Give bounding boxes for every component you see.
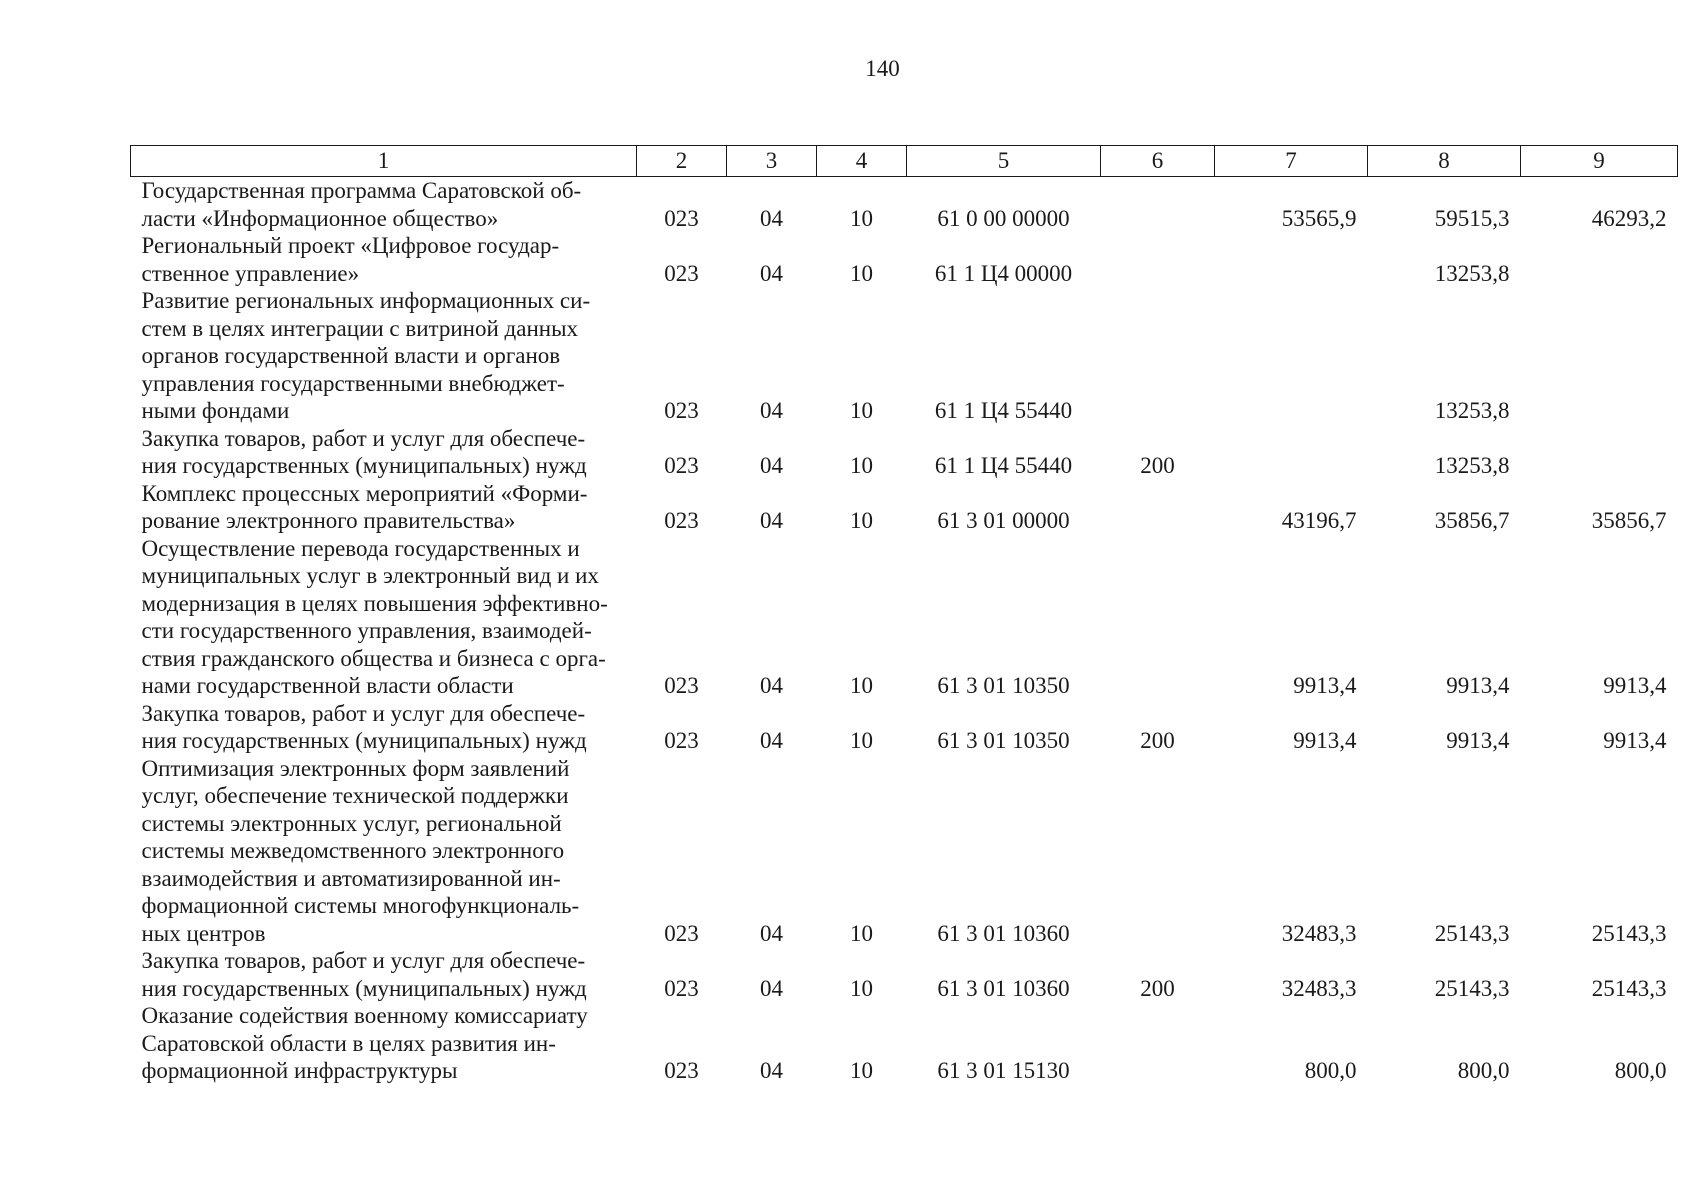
row-name-line: услуг, обеспечение технической поддержки (141, 783, 569, 808)
code-cell-c5: 61 1 Ц4 00000 (934, 260, 1073, 286)
row-name (131, 1002, 637, 1085)
code-cell-c6 (1101, 1002, 1215, 1085)
amount-cell-c8: 13253,8 (1434, 453, 1510, 478)
code-cell-c2: 023 (664, 728, 699, 753)
code-cell-c4: 10 (850, 673, 873, 698)
row-name-line: Региональный проект «Цифровое государ- (141, 233, 560, 258)
code-cell-c6 (1101, 232, 1215, 287)
table-row (131, 425, 1678, 480)
table-row (131, 947, 1678, 1002)
code-cell-c6 (1101, 177, 1215, 233)
code-cell-c2: 023 (664, 673, 699, 698)
code-cell-c2: 023 (664, 398, 699, 423)
amount-cell-c8: 25143,3 (1434, 975, 1510, 1001)
row-name-line: рование электронного правительства» (141, 508, 516, 533)
code-cell-c5: 61 1 Ц4 55440 (934, 453, 1073, 478)
row-name (131, 232, 637, 287)
row-name-line: ственное управление» (141, 260, 360, 286)
row-name (131, 755, 637, 948)
row-name-line: ствия гражданского общества и бизнеса с орга- (141, 645, 606, 671)
code-cell-c3: 04 (760, 920, 783, 946)
col-header-3: 3 (727, 146, 817, 177)
row-name-line: Закупка товаров, работ и услуг для обеспече- (141, 948, 586, 973)
row-name-line: ния государственных (муниципальных) нужд (141, 728, 587, 753)
row-name-line: муниципальных услуг в электронный вид и их (141, 563, 599, 588)
amount-cell-c9: 9913,4 (1603, 728, 1667, 753)
row-name-line: ласти «Информационное общество» (141, 205, 499, 231)
table-row (131, 177, 1678, 233)
amount-cell-c8: 25143,3 (1434, 920, 1510, 946)
amount-cell-c7: 32483,3 (1281, 975, 1357, 1001)
amount-cell-c7: 9913,4 (1293, 673, 1357, 698)
code-cell-c3: 04 (760, 1058, 783, 1083)
code-cell-c3: 04 (760, 453, 783, 478)
col-header-7: 7 (1215, 146, 1368, 177)
row-name (131, 535, 637, 700)
code-cell-c5: 61 3 01 00000 (937, 508, 1070, 533)
code-cell-c6 (1101, 480, 1215, 535)
table-row (131, 535, 1678, 700)
code-cell-c2: 023 (664, 205, 699, 231)
col-header-8: 8 (1368, 146, 1521, 177)
code-cell-c2: 023 (664, 260, 699, 286)
row-name (131, 947, 637, 1002)
row-name-line: органов государственной власти и органов (141, 343, 561, 368)
amount-cell-c8: 59515,3 (1434, 205, 1510, 231)
amount-cell-c9: 25143,3 (1591, 920, 1667, 946)
amount-cell-c8: 9913,4 (1446, 728, 1510, 753)
code-cell-c5: 61 3 01 10350 (937, 728, 1070, 753)
code-cell-c3: 04 (760, 260, 783, 286)
row-name-line: Закупка товаров, работ и услуг для обеспече- (141, 700, 586, 726)
code-cell-c6 (1101, 535, 1215, 700)
row-name-line: сти государственного управления, взаимодей- (141, 618, 592, 643)
col-header-9: 9 (1521, 146, 1678, 177)
amount-cell-c7 (1215, 232, 1368, 287)
code-cell-c2: 023 (664, 920, 699, 946)
row-name-line: Государственная программа Саратовской об- (141, 178, 582, 203)
row-name (131, 700, 637, 755)
col-header-5: 5 (907, 146, 1101, 177)
code-cell-c4: 10 (850, 920, 873, 946)
amount-cell-c8: 9913,4 (1446, 673, 1510, 698)
table-row (131, 755, 1678, 948)
table-row (131, 1002, 1678, 1085)
code-cell-c6 (1101, 287, 1215, 425)
amount-cell-c9: 9913,4 (1603, 673, 1667, 698)
code-cell-c3: 04 (760, 508, 783, 533)
amount-cell-c7: 43196,7 (1281, 508, 1357, 533)
code-cell-c2: 023 (664, 1058, 699, 1083)
table-header-row (131, 146, 1678, 177)
budget-table (130, 145, 1678, 1085)
row-name-line: стем в целях интеграции с витриной данных (141, 315, 579, 341)
code-cell-c4: 10 (850, 975, 873, 1001)
row-name-line: формационной системы многофункциональ- (141, 893, 580, 918)
code-cell-c6: 200 (1140, 975, 1175, 1001)
row-name-line: нами государственной власти области (141, 673, 514, 698)
row-name-line: Развитие региональных информационных си- (141, 288, 591, 313)
code-cell-c6: 200 (1140, 728, 1175, 753)
amount-cell-c9: 25143,3 (1591, 975, 1667, 1001)
row-name-line: ния государственных (муниципальных) нужд (141, 975, 587, 1001)
table-row (131, 480, 1678, 535)
code-cell-c3: 04 (760, 205, 783, 231)
amount-cell-c9: 35856,7 (1591, 508, 1667, 533)
code-cell-c3: 04 (760, 673, 783, 698)
amount-cell-c8: 800,0 (1457, 1058, 1510, 1083)
row-name-line: формационной инфраструктуры (141, 1058, 458, 1083)
code-cell-c2: 023 (664, 508, 699, 533)
amount-cell-c8: 13253,8 (1434, 260, 1510, 286)
row-name-line: ными фондами (141, 398, 290, 423)
code-cell-c4: 10 (850, 728, 873, 753)
code-cell-c2: 023 (664, 453, 699, 478)
table-body (131, 177, 1678, 1085)
col-header-1: 1 (131, 146, 637, 177)
code-cell-c5: 61 0 00 00000 (937, 205, 1070, 231)
code-cell-c3: 04 (760, 975, 783, 1001)
amount-cell-c8: 13253,8 (1434, 398, 1510, 423)
code-cell-c4: 10 (850, 1058, 873, 1083)
code-cell-c5: 61 3 01 10360 (937, 975, 1070, 1001)
row-name-line: Закупка товаров, работ и услуг для обеспече- (141, 425, 586, 451)
amount-cell-c7 (1215, 287, 1368, 425)
row-name-line: ных центров (141, 920, 266, 946)
code-cell-c4: 10 (850, 260, 873, 286)
table-row (131, 287, 1678, 425)
code-cell-c3: 04 (760, 398, 783, 423)
code-cell-c5: 61 1 Ц4 55440 (934, 398, 1073, 423)
row-name-line: Оптимизация электронных форм заявлений (141, 755, 570, 781)
col-header-2: 2 (637, 146, 727, 177)
amount-cell-c7: 9913,4 (1293, 728, 1357, 753)
code-cell-c4: 10 (850, 453, 873, 478)
code-cell-c5: 61 3 01 10360 (937, 920, 1070, 946)
amount-cell-c9 (1521, 425, 1678, 480)
table-row (131, 700, 1678, 755)
amount-cell-c7: 53565,9 (1281, 205, 1357, 231)
code-cell-c4: 10 (850, 205, 873, 231)
row-name-line: Оказание содействия военному комиссариату (141, 1003, 588, 1028)
row-name-line: Саратовской области в целях развития ин- (141, 1030, 556, 1056)
amount-cell-c9: 46293,2 (1591, 205, 1667, 231)
amount-cell-c7: 800,0 (1304, 1058, 1357, 1083)
row-name-line: системы межведомственного электронного (141, 838, 565, 863)
row-name (131, 287, 637, 425)
row-name (131, 480, 637, 535)
amount-cell-c9: 800,0 (1614, 1058, 1667, 1083)
amount-cell-c7: 32483,3 (1281, 920, 1357, 946)
code-cell-c6 (1101, 755, 1215, 948)
row-name-line: модернизация в целях повышения эффективно- (141, 590, 608, 616)
code-cell-c6: 200 (1140, 453, 1175, 478)
col-header-6: 6 (1101, 146, 1215, 177)
code-cell-c5: 61 3 01 10350 (937, 673, 1070, 698)
row-name-line: ния государственных (муниципальных) нужд (141, 453, 587, 478)
row-name-line: Осуществление перевода государственных и (141, 535, 580, 561)
col-header-4: 4 (817, 146, 907, 177)
code-cell-c2: 023 (664, 975, 699, 1001)
row-name-line: системы электронных услуг, региональной (141, 810, 562, 836)
amount-cell-c9 (1521, 287, 1678, 425)
code-cell-c4: 10 (850, 398, 873, 423)
amount-cell-c8: 35856,7 (1434, 508, 1510, 533)
page-number: 140 (865, 56, 900, 81)
code-cell-c3: 04 (760, 728, 783, 753)
amount-cell-c7 (1215, 425, 1368, 480)
table-row (131, 232, 1678, 287)
row-name (131, 425, 637, 480)
row-name-line: управления государственными внебюджет- (141, 370, 565, 396)
code-cell-c5: 61 3 01 15130 (937, 1058, 1070, 1083)
amount-cell-c9 (1521, 232, 1678, 287)
row-name-line: взаимодействия и автоматизированной ин- (141, 865, 561, 891)
row-name (131, 177, 637, 233)
row-name-line: Комплекс процессных мероприятий «Форми- (141, 480, 588, 506)
code-cell-c4: 10 (850, 508, 873, 533)
